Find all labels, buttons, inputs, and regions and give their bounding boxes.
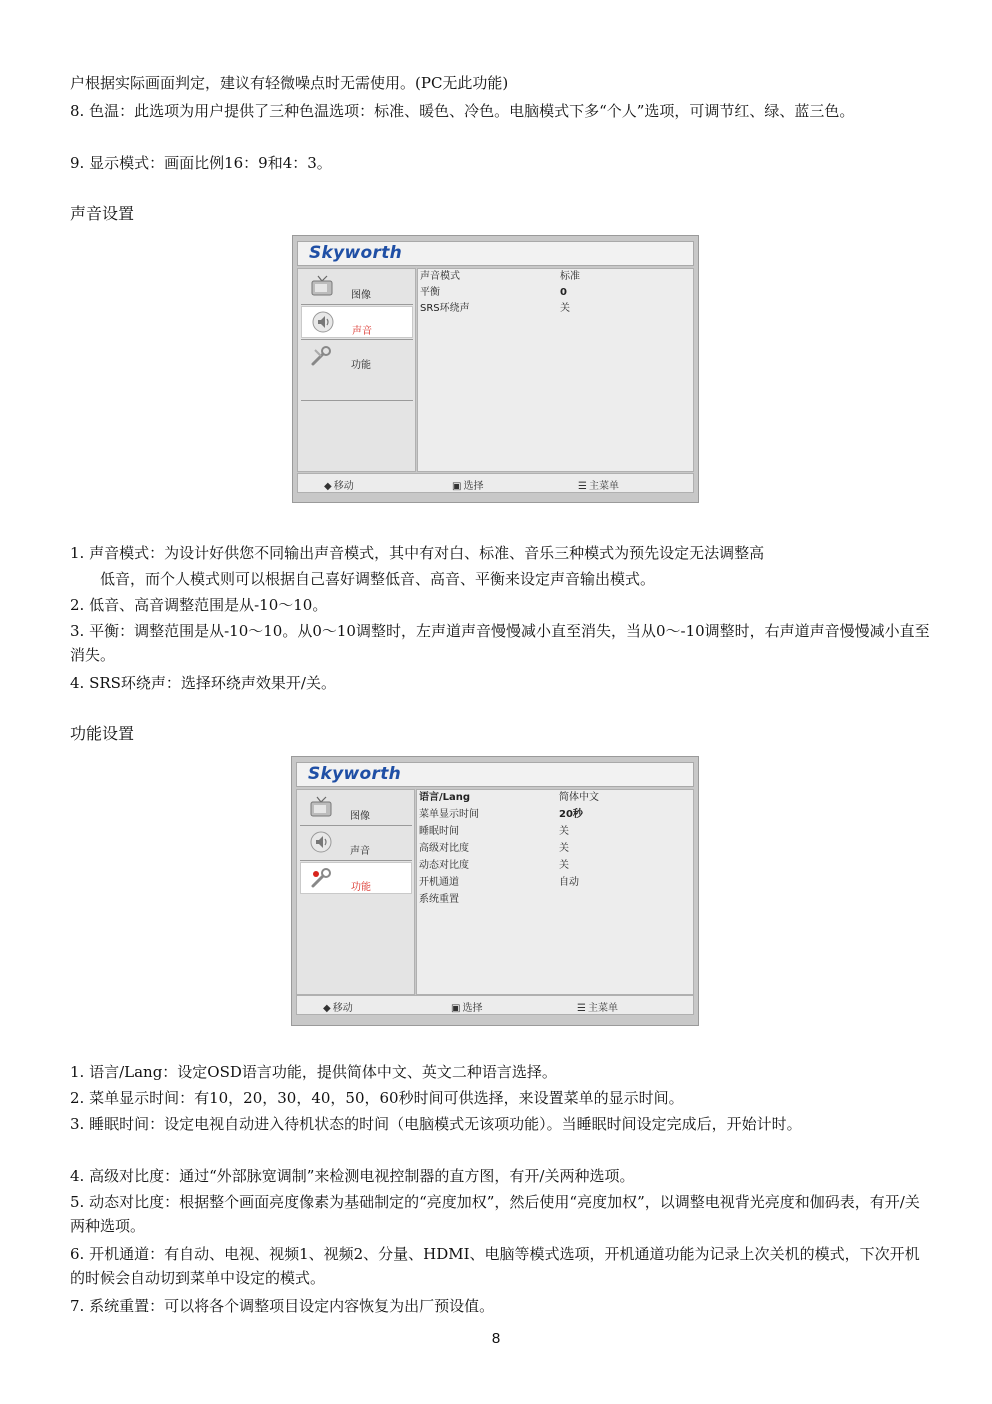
function-item-3: 3. 睡眠时间：设定电视自动进入待机状态的时间（电脑模式无该项功能）。当睡眠时间设定完成后，开始计时。 [70,1115,802,1133]
menu-category-label: 声音 [350,846,370,857]
option-power-on-source-label[interactable]: 开机通道 [419,877,459,888]
menu-category-label: 声音 [352,326,372,337]
option-srs-label[interactable]: SRS环绕声 [420,303,470,314]
osd-nav-bar [296,995,694,1015]
divider [301,400,413,401]
menu-category-sound[interactable] [301,306,413,338]
option-sleep-label[interactable]: 睡眠时间 [419,826,459,837]
menu-category-function[interactable] [300,862,412,894]
osd-options-panel [416,789,694,995]
function-osd-screenshot [291,756,699,1026]
option-menu-time-label[interactable]: 菜单显示时间 [419,809,479,820]
sound-item-4: 4. SRS环绕声：选择环绕声效果开/关。 [70,674,336,692]
page-number: 8 [491,1330,501,1347]
nav-move: ◆ 移动 [324,481,354,492]
menu-category-label: 图像 [350,811,370,822]
option-sound-mode-value: 标准 [560,271,580,282]
osd-nav-bar [297,473,694,493]
nav-main-menu: ☰ 主菜单 [577,1003,618,1014]
option-sleep-value: 关 [559,826,569,837]
option-dyn-contrast-value: 关 [559,860,569,871]
menu-category-picture[interactable] [300,792,412,824]
option-balance-label[interactable]: 平衡 [420,287,440,298]
divider [301,339,413,340]
sound-item-3: 3. 平衡：调整范围是从-10～10。从0～10调整时，左声道声音慢慢减小直至消失，当从0～-10调整时，右声道声音慢慢减小直至消失。 [70,622,930,664]
option-power-on-source-value: 自动 [559,877,579,888]
select-icon: ▣ [451,1003,461,1014]
option-language-label[interactable]: 语言/Lang [419,792,471,803]
intro-line-1: 户根据实际画面判定，建议有轻微噪点时无需使用。(PC无此功能) [70,74,509,92]
speaker-icon [308,830,334,854]
function-item-1: 1. 语言/Lang：设定OSD语言功能，提供简体中文、英文二种语言选择。 [70,1063,557,1081]
divider [300,825,412,826]
speaker-icon [310,310,336,334]
arrows-icon: ◆ [324,481,332,492]
menu-icon: ☰ [577,1003,586,1014]
tv-icon [308,795,334,819]
nav-main-menu: ☰ 主菜单 [578,481,619,492]
sound-item-2: 2. 低音、高音调整范围是从-10～10。 [70,596,328,614]
osd-category-panel [296,789,415,995]
sound-osd-screenshot [292,235,699,503]
menu-category-label: 图像 [351,290,371,301]
option-dyn-contrast-label[interactable]: 动态对比度 [419,860,469,871]
option-menu-time-value: 20秒 [559,809,583,820]
tv-icon [309,274,335,298]
divider [301,304,413,305]
osd-title-bar [297,241,694,266]
select-icon: ▣ [452,481,462,492]
function-item-2: 2. 菜单显示时间：有10，20，30，40，50，60秒时间可供选择，来设置菜单的显示时间。 [70,1089,684,1107]
intro-item-9-display-mode: 9. 显示模式：画面比例16：9和4：3。 [70,154,332,172]
function-item-5: 5. 动态对比度：根据整个画面亮度像素为基础制定的“亮度加权”，然后使用“亮度加权”，以调整电视背光亮度和伽码表，有开/关两种选项。 [70,1193,920,1235]
option-system-reset-label[interactable]: 系统重置 [419,894,459,905]
function-item-6: 6. 开机通道：有自动、电视、视频1、视频2、分量、HDMI、电脑等模式选项，开机通道功能为记录上次关机的模式，下次开机的时候会自动切到菜单中设定的模式。 [70,1245,920,1287]
skyworth-logo: Skyworth [308,764,402,784]
option-adv-contrast-label[interactable]: 高级对比度 [419,843,469,854]
arrows-icon: ◆ [323,1003,331,1014]
skyworth-logo: Skyworth [309,243,403,263]
sound-settings-heading: 声音设置 [70,204,135,223]
option-adv-contrast-value: 关 [559,843,569,854]
menu-category-function[interactable] [301,341,413,373]
menu-category-label: 功能 [351,882,371,893]
menu-category-picture[interactable] [301,271,413,303]
menu-category-sound[interactable] [300,827,412,859]
function-settings-heading: 功能设置 [70,724,135,743]
function-item-7: 7. 系统重置：可以将各个调整项目设定内容恢复为出厂预设值。 [70,1297,495,1315]
sound-item-1-cont: 低音，而个人模式则可以根据自己喜好调整低音、高音、平衡来设定声音输出模式。 [100,570,656,588]
wrench-icon [309,866,335,890]
function-item-4: 4. 高级对比度：通过“外部脉宽调制”来检测电视控制器的直方图，有开/关两种选项。 [70,1167,635,1185]
osd-title-bar [296,762,694,787]
option-balance-value: 0 [560,287,567,298]
osd-options-panel [417,268,694,472]
menu-icon: ☰ [578,481,587,492]
nav-move: ◆ 移动 [323,1003,353,1014]
nav-select: ▣ 选择 [452,481,484,492]
divider [300,860,412,861]
sound-item-1: 1. 声音模式：为设计好供您不同输出声音模式，其中有对白、标准、音乐三种模式为预先设定无法调整高 [70,544,765,562]
option-language-value: 简体中文 [559,792,599,803]
nav-select: ▣ 选择 [451,1003,483,1014]
intro-item-8-color-temp: 8. 色温：此选项为用户提供了三种色温选项：标准、暖色、冷色。电脑模式下多“个人”选项，可调节红、绿、蓝三色。 [70,102,855,120]
option-sound-mode-label[interactable]: 声音模式 [420,271,460,282]
osd-category-panel [297,268,416,472]
menu-category-label: 功能 [351,360,371,371]
wrench-icon [309,344,335,368]
option-srs-value: 关 [560,303,570,314]
